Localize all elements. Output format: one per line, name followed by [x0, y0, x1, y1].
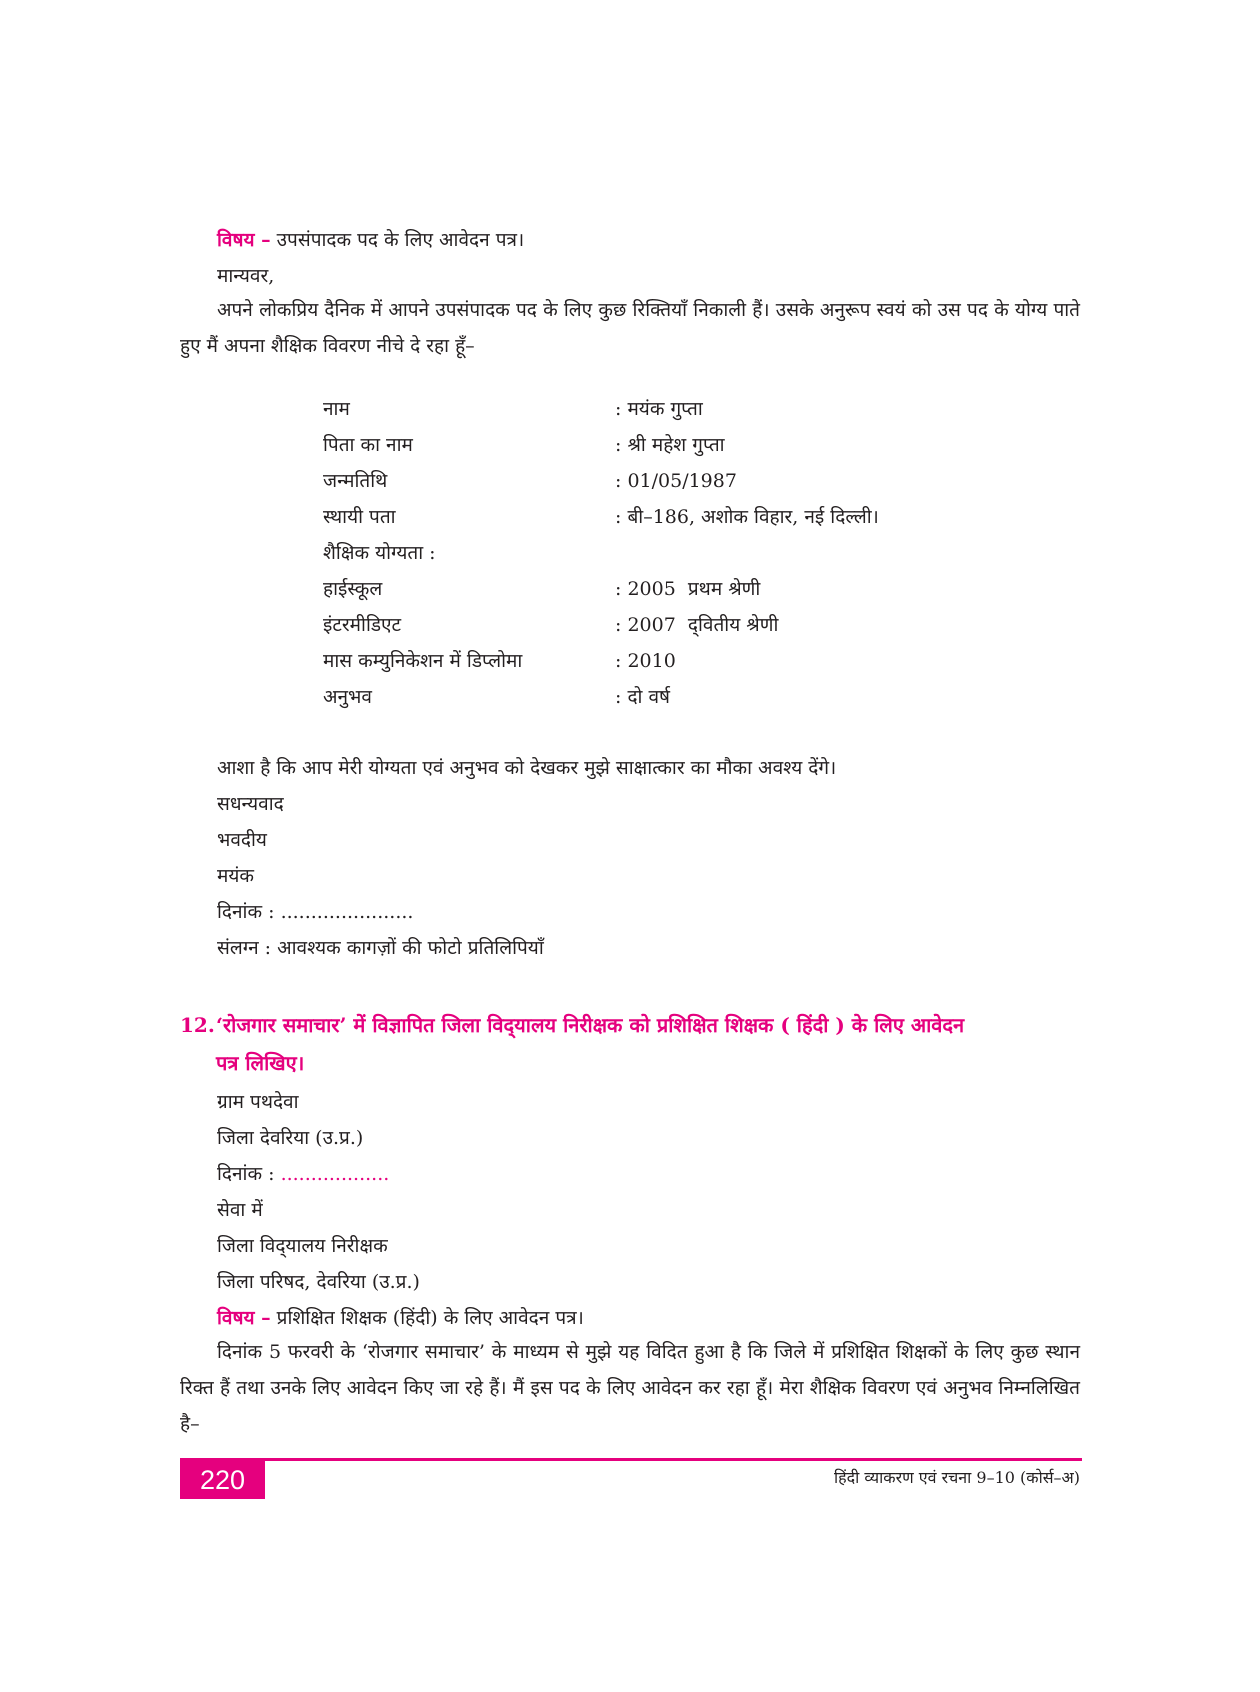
- detail-value: : 2005 प्रथम श्रेणी: [615, 578, 761, 600]
- subject-line-1: [217, 226, 524, 254]
- book-title: हिंदी व्याकरण एवं रचना 9–10 (कोर्स–अ): [834, 1468, 1080, 1487]
- footer-rule: [180, 1458, 1082, 1461]
- detail-value: : 2010: [615, 650, 676, 672]
- detail-label: इंटरमीडिएट: [323, 614, 402, 636]
- detail-value: : श्री महेश गुप्ता: [615, 434, 725, 456]
- letter2-body: दिनांक 5 फरवरी के ‘रोजगार समाचार’ के माध्यम से मुझे यह विदित हुआ है कि जिले में प्रशिक्षित शिक्षकों के लिए कुछ स्थान रिक्त हैं तथा उनके लिए आवेदन किए जा रहे हैं। मैं इस पद के लिए आवेदन कर रहा हूँ। मेरा शैक्षिक विवरण एवं अनुभव निम्नलिखित है–: [180, 1341, 1080, 1435]
- subject-line-2: [217, 1304, 584, 1332]
- enclosure: संलग्न : आवश्यक कागज़ों की फोटो प्रतिलिपियाँ: [217, 937, 544, 959]
- question-number: 12.: [180, 1013, 215, 1037]
- letter1-body: अपने लोकप्रिय दैनिक में आपने उपसंपादक पद के लिए कुछ रिक्तियाँ निकाली हैं। उसके अनुरूप स्वयं को उस पद के योग्य पाते हुए मैं अपना शैक्षिक विवरण नीचे दे रहा हूँ–: [180, 299, 1080, 357]
- question-line-1: ‘रोजगार समाचार’ में विज्ञापित जिला विद्‌यालय निरीक्षक को प्रशिक्षित शिक्षक ( हिंदी ) के लिए आवेदन: [216, 1013, 965, 1037]
- detail-label: पिता का नाम: [323, 434, 413, 456]
- signature-name: मयंक: [217, 865, 254, 887]
- detail-value: : दो वर्ष: [615, 686, 671, 708]
- salutation: मान्यवर,: [217, 265, 275, 287]
- to-line: सेवा में: [217, 1199, 263, 1221]
- detail-value: : मयंक गुप्ता: [615, 398, 703, 420]
- detail-label: शैक्षिक योग्यता :: [323, 542, 436, 564]
- date-line-2: [217, 1160, 389, 1188]
- detail-value: : 01/05/1987: [615, 470, 737, 492]
- detail-label: मास कम्युनिकेशन में डिप्लोमा: [323, 650, 523, 672]
- date-dots: ..................: [280, 1163, 390, 1185]
- closing-line: आशा है कि आप मेरी योग्यता एवं अनुभव को देखकर मुझे साक्षात्कार का मौका अवश्य देंगे।: [217, 757, 837, 779]
- detail-label: स्थायी पता: [323, 506, 396, 528]
- yours: भवदीय: [217, 829, 267, 851]
- detail-label: हाईस्कूल: [323, 578, 383, 600]
- subject-label: विषय –: [217, 229, 271, 251]
- detail-value: : बी–186, अशोक विहार, नई दिल्ली।: [615, 506, 879, 528]
- sender-district: जिला देवरिया (उ.प्र.): [217, 1127, 364, 1149]
- date-label: दिनांक :: [217, 901, 281, 923]
- question-line-2: पत्र लिखिए।: [216, 1051, 305, 1075]
- recipient-office: जिला परिषद, देवरिया (उ.प्र.): [217, 1271, 420, 1293]
- date-dots: ......................: [280, 901, 414, 923]
- date-line-1: [217, 898, 413, 926]
- date-label: दिनांक :: [217, 1163, 281, 1185]
- detail-value: : 2007 द्‌वितीय श्रेणी: [615, 614, 779, 636]
- page-number: 220: [180, 1461, 265, 1499]
- sender-village: ग्राम पथदेवा: [217, 1091, 299, 1113]
- detail-label: नाम: [323, 398, 350, 420]
- subject-text: प्रशिक्षित शिक्षक (हिंदी) के लिए आवेदन पत्र।: [270, 1307, 584, 1329]
- subject-label: विषय –: [217, 1307, 271, 1329]
- detail-label: जन्मतिथि: [323, 470, 388, 492]
- detail-label: अनुभव: [323, 686, 372, 708]
- question-12-heading: [180, 1006, 1080, 1082]
- thanks: सधन्यवाद: [217, 793, 284, 815]
- recipient: जिला विद्‌यालय निरीक्षक: [217, 1235, 388, 1257]
- subject-text: उपसंपादक पद के लिए आवेदन पत्र।: [270, 229, 525, 251]
